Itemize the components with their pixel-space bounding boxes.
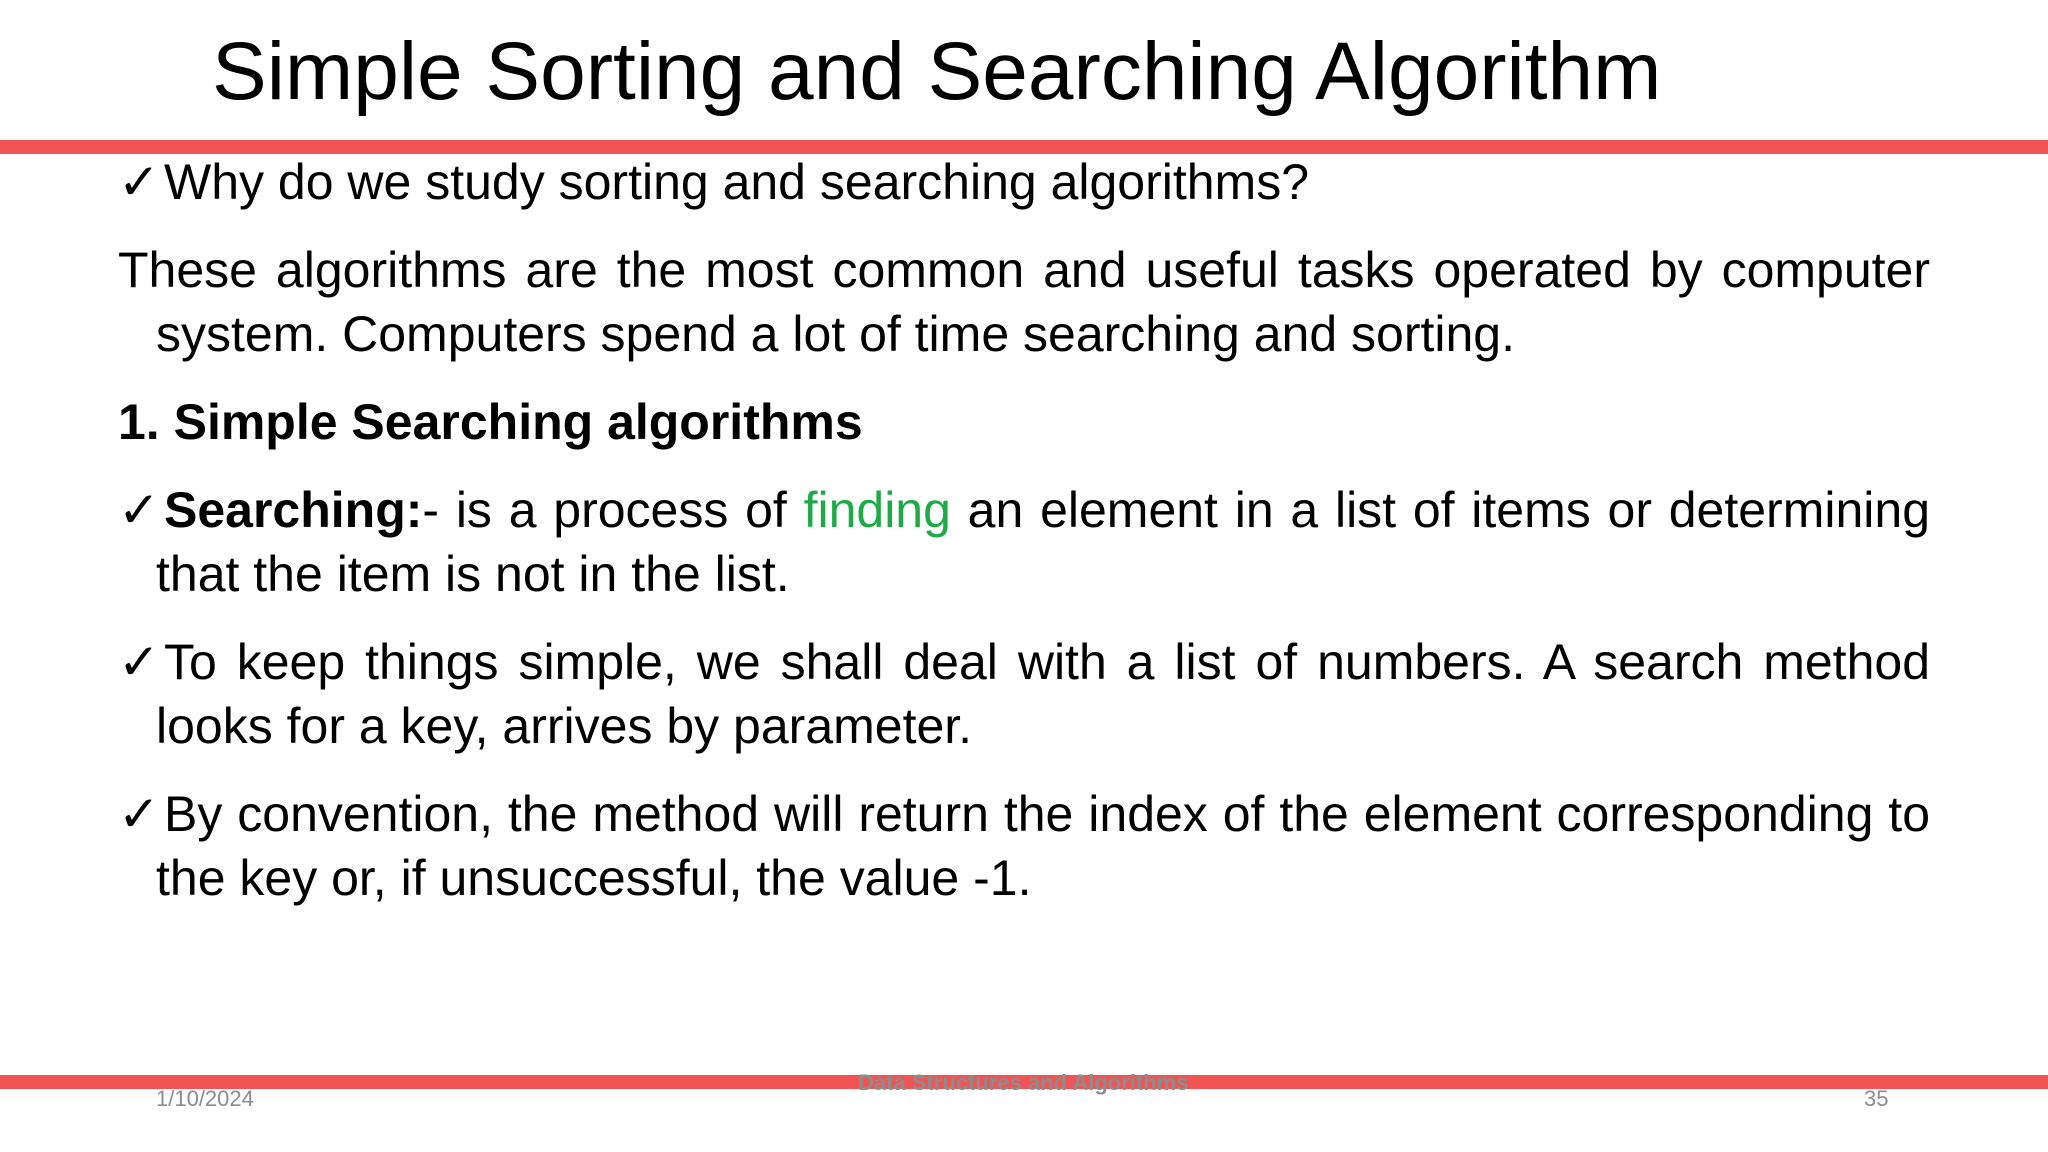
footer-date: 1/10/2024: [156, 1086, 254, 1111]
intro-text: These algorithms are the most common and useful tasks operated by computer system. Computers spend a lot of time searching and sorting.: [118, 242, 1930, 362]
definition-highlight: finding: [803, 482, 951, 538]
intro-paragraph: [118, 238, 1930, 366]
check-mark-icon: ✓: [118, 786, 160, 842]
keep-simple-bullet: [118, 630, 1930, 758]
keep-simple-text: To keep things simple, we shall deal with a list of numbers. A search method looks for a key, arrives by parameter.: [156, 634, 1930, 754]
definition-text-after: an element in a list of items or determining that the item is not in the list.: [156, 482, 1930, 602]
footer-course-title: Data Structures and Algorithms: [858, 1070, 1189, 1095]
check-mark-icon: ✓: [118, 154, 160, 210]
definition-term: Searching:: [164, 482, 423, 538]
definition-text-before: - is a process of: [422, 482, 804, 538]
check-mark-icon: ✓: [118, 634, 160, 690]
slide-body: [118, 150, 1930, 934]
definition-bullet: [118, 478, 1930, 606]
convention-bullet: [118, 782, 1930, 910]
slide-title: Simple Sorting and Searching Algorithm: [212, 26, 1662, 117]
check-mark-icon: ✓: [118, 482, 160, 538]
question-bullet: [118, 150, 1930, 214]
section-heading-text: 1. Simple Searching algorithms: [118, 394, 863, 450]
section-heading: [118, 390, 1930, 454]
convention-text: By convention, the method will return the index of the element corresponding to the key or, if unsuccessful, the value -1.: [156, 786, 1930, 906]
footer-page-number: 35: [1864, 1086, 1889, 1111]
question-text: Why do we study sorting and searching algorithms?: [164, 154, 1310, 210]
